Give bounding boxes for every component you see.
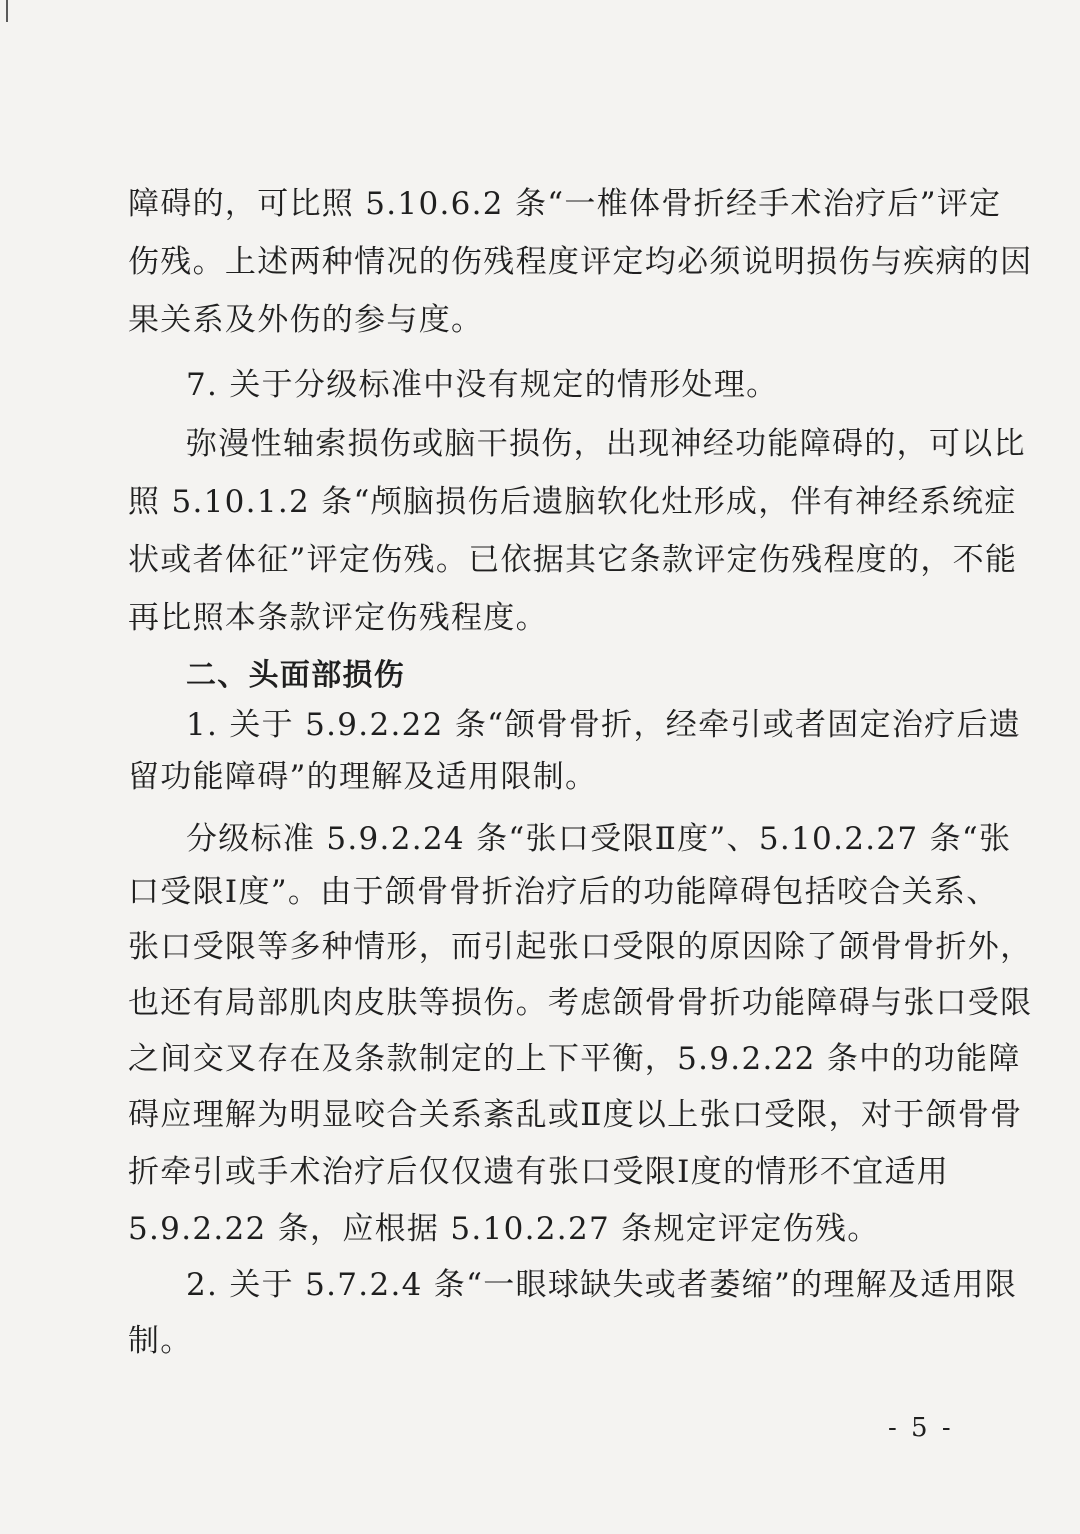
section-item-title: 7. 关于分级标准中没有规定的情形处理。	[186, 367, 779, 403]
text-line: 再比照本条款评定伤残程度。	[128, 600, 548, 636]
text-line: 碍应理解为明显咬合关系紊乱或Ⅱ度以上张口受限，对于颌骨骨	[128, 1097, 1023, 1133]
text-line: 之间交叉存在及条款制定的上下平衡，5.9.2.22 条中的功能障	[128, 1041, 1021, 1077]
text-line: 张口受限等多种情形，而引起张口受限的原因除了颌骨骨折外，	[128, 929, 1033, 965]
text-line: 折牵引或手术治疗后仅仅遗有张口受限Ⅰ度的情形不宜适用	[128, 1154, 950, 1190]
text-line: 5.9.2.22 条，应根据 5.10.2.27 条规定评定伤残。	[128, 1211, 880, 1247]
text-line: 果关系及外伤的参与度。	[128, 302, 484, 338]
text-line: 也还有局部肌肉皮肤等损伤。考虑颌骨骨折功能障碍与张口受限	[128, 985, 1033, 1021]
text-line: 障碍的，可比照 5.10.6.2 条“一椎体骨折经手术治疗后”评定	[128, 186, 1002, 222]
text-line: 伤残。上述两种情况的伤残程度评定均必须说明损伤与疾病的因	[128, 244, 1033, 280]
paragraph-start: 弥漫性轴索损伤或脑干损伤，出现神经功能障碍的，可以比	[186, 426, 1026, 462]
text-line: 照 5.10.1.2 条“颅脑损伤后遗脑软化灶形成，伴有神经系统症	[128, 484, 1017, 520]
text-line: 口受限Ⅰ度”。由于颌骨骨折治疗后的功能障碍包括咬合关系、	[128, 874, 999, 910]
section-item-title: 1. 关于 5.9.2.22 条“颌骨骨折，经牵引或者固定治疗后遗	[186, 707, 1022, 743]
section-heading: 二、头面部损伤	[186, 658, 406, 693]
text-line: 制。	[128, 1323, 193, 1359]
text-line: 留功能障碍”的理解及适用限制。	[128, 759, 598, 795]
paragraph-start: 分级标准 5.9.2.24 条“张口受限Ⅱ度”、5.10.2.27 条“张	[186, 821, 1012, 857]
scan-edge-mark	[6, 0, 8, 22]
page-number: - 5 -	[888, 1413, 954, 1443]
section-item-title: 2. 关于 5.7.2.4 条“一眼球缺失或者萎缩”的理解及适用限	[186, 1267, 1018, 1303]
text-line: 状或者体征”评定伤残。已依据其它条款评定伤残程度的，不能	[128, 542, 1018, 578]
